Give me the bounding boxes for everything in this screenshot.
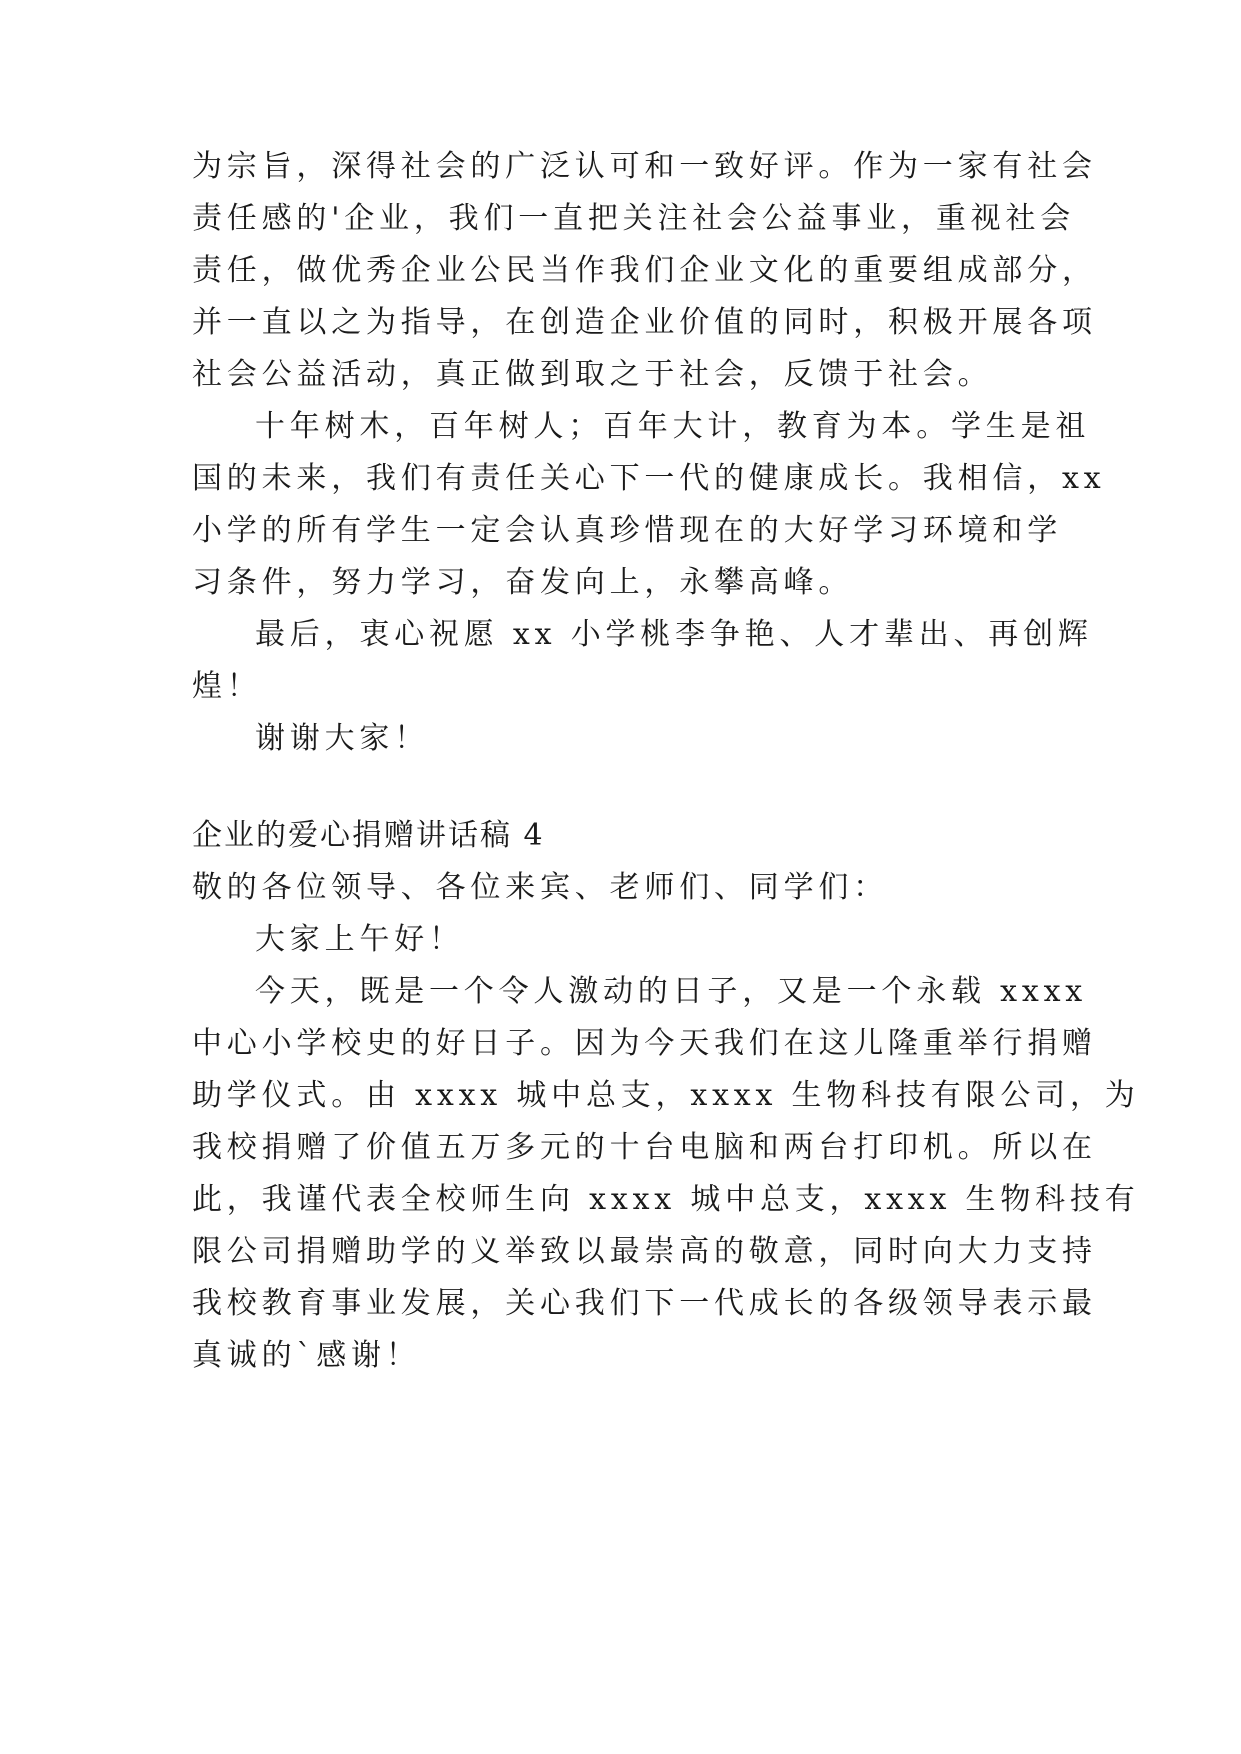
paragraph-line: 社会公益活动，真正做到取之于社会，反馈于社会。 [192, 357, 993, 392]
paragraph-line: 大家上午好！ [255, 922, 464, 957]
paragraph-line: 责任感的'企业，我们一直把关注社会公益事业，重视社会 [192, 201, 1076, 236]
paragraph-line: 中心小学校史的好日子。因为今天我们在这儿隆重举行捐赠 [192, 1026, 1097, 1061]
paragraph-line: 我校捐赠了价值五万多元的十台电脑和两台打印机。所以在 [192, 1130, 1097, 1165]
paragraph-line: 十年树木，百年树人；百年大计，教育为本。学生是祖 [255, 409, 1091, 444]
section-title: 企业的爱心捐赠讲话稿 4 [192, 818, 545, 853]
paragraph-line: 责任，做优秀企业公民当作我们企业文化的重要组成部分， [192, 253, 1097, 288]
paragraph-line: 真诚的`感谢！ [192, 1338, 421, 1373]
paragraph-line: 今天，既是一个令人激动的日子，又是一个永载 xxxx [255, 974, 1088, 1009]
paragraph-line: 谢谢大家！ [255, 721, 429, 756]
paragraph-line: 为宗旨，深得社会的广泛认可和一致好评。作为一家有社会 [192, 149, 1097, 184]
paragraph-line: 助学仪式。由 xxxx 城中总支，xxxx 生物科技有限公司，为 [192, 1078, 1140, 1113]
paragraph-line: 小学的所有学生一定会认真珍惜现在的大好学习环境和学 [192, 513, 1062, 548]
paragraph-line: 限公司捐赠助学的义举致以最崇高的敬意，同时向大力支持 [192, 1234, 1097, 1269]
paragraph-line: 习条件，努力学习，奋发向上，永攀高峰。 [192, 565, 854, 600]
paragraph-line: 最后，衷心祝愿 xx 小学桃李争艳、人才辈出、再创辉 [255, 617, 1093, 652]
paragraph-line: 国的未来，我们有责任关心下一代的健康成长。我相信，xx [192, 461, 1106, 496]
salutation-line: 敬的各位领导、各位来宾、老师们、同学们： [192, 870, 888, 905]
paragraph-line: 并一直以之为指导，在创造企业价值的同时，积极开展各项 [192, 305, 1097, 340]
paragraph-line: 此，我谨代表全校师生向 xxxx 城中总支，xxxx 生物科技有 [192, 1182, 1140, 1217]
paragraph-line: 我校教育事业发展，关心我们下一代成长的各级领导表示最 [192, 1286, 1097, 1321]
paragraph-line: 煌！ [192, 669, 262, 704]
